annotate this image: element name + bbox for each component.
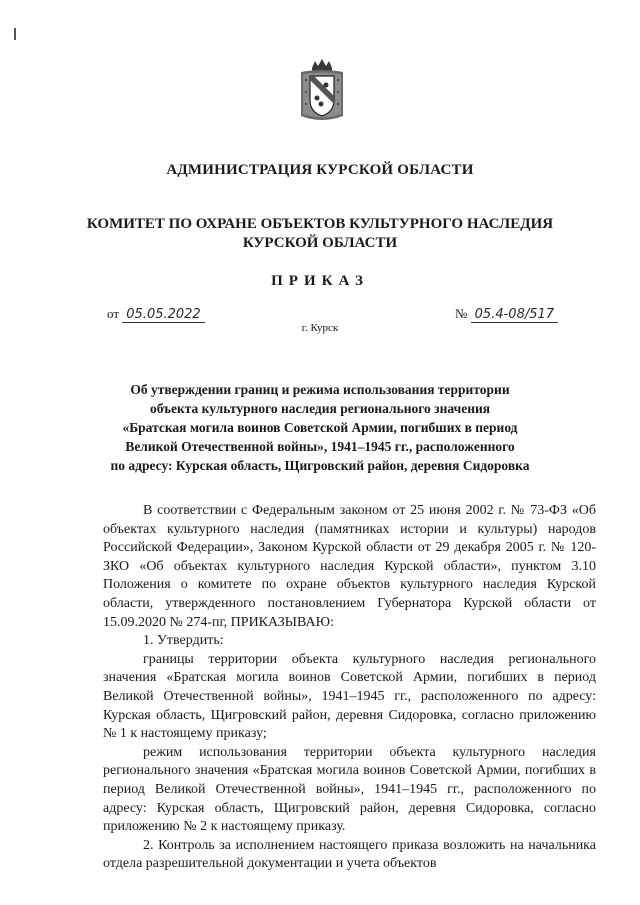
paragraph-item-1: 1. Утвердить: — [143, 633, 224, 649]
coat-of-arms-icon — [297, 58, 347, 124]
date-prefix: от — [107, 306, 120, 321]
title-line-2: объекта культурного наследия регионального значения — [149, 401, 491, 416]
city: г. Курск — [301, 322, 339, 334]
paragraph-boundaries: границы территории объекта культурного наследия регионального значения «Братская могила воинов Советской Армии, погибших в период Великой Отечественной войны», 1941–1945 гг., расположенного по адресу: Курская область, Щигровский район, деревня Сидоровка, согласно приложению № 1 к настоящему приказу; — [103, 651, 596, 742]
paragraph-regime: режим использования территории объекта культурного наследия регионального значения «Братская могила воинов Советской Армии, погибших в период Великой Отечественной войны», 1941–1945 гг., расположенного по адресу: Курская область, Щигровский район, деревня Сидоровка, согласно приложению № 2 к настоящему приказу. — [103, 744, 596, 835]
date-value: 05.05.2022 — [122, 307, 204, 323]
committee-name — [0, 215, 640, 253]
title-line-3: «Братская могила воинов Советской Армии, погибших в период — [122, 420, 518, 435]
organization-name: АДМИНИСТРАЦИЯ КУРСКОЙ ОБЛАСТИ — [166, 162, 474, 178]
date-field — [107, 306, 205, 323]
document-type: ПРИКАЗ — [271, 273, 369, 289]
title-line-1: Об утверждении границ и режима использования территории — [130, 382, 510, 397]
committee-line-1: КОМИТЕТ ПО ОХРАНЕ ОБЪЕКТОВ КУЛЬТУРНОГО НАСЛЕДИЯ — [86, 216, 554, 232]
number-prefix: № — [455, 306, 468, 321]
number-field — [455, 306, 558, 323]
number-value: 05.4-08/517 — [471, 307, 558, 323]
document-body — [103, 502, 596, 874]
title-line-4: Великой Отечественной войны», 1941–1945 гг., расположенного — [125, 439, 515, 454]
paragraph-item-2: 2. Контроль за исполнением настоящего приказа возложить на начальника отдела разрешительной документации и учета объектов — [103, 837, 596, 872]
title-line-5: по адресу: Курская область, Щигровский район, деревня Сидоровка — [110, 458, 530, 473]
document-title — [0, 380, 640, 475]
margin-mark — [14, 28, 16, 40]
committee-line-2: КУРСКОЙ ОБЛАСТИ — [242, 235, 398, 251]
paragraph-preamble: В соответствии с Федеральным законом от 25 июня 2002 г. № 73-ФЗ «Об объектах культурного наследия (памятниках истории и культуры) народов Российской Федерации», Законом Курской области от 29 декабря 2005 г. № 120-ЗКО «Об объектах культурного наследия Курской области», пунктом 3.10 Положения о комитете по охране объектов культурного наследия Курской области, утвержденного постановлением Губернатора Курской области от 15.09.2020 № 274-пг, ПРИКАЗЫВАЮ: — [103, 503, 596, 630]
